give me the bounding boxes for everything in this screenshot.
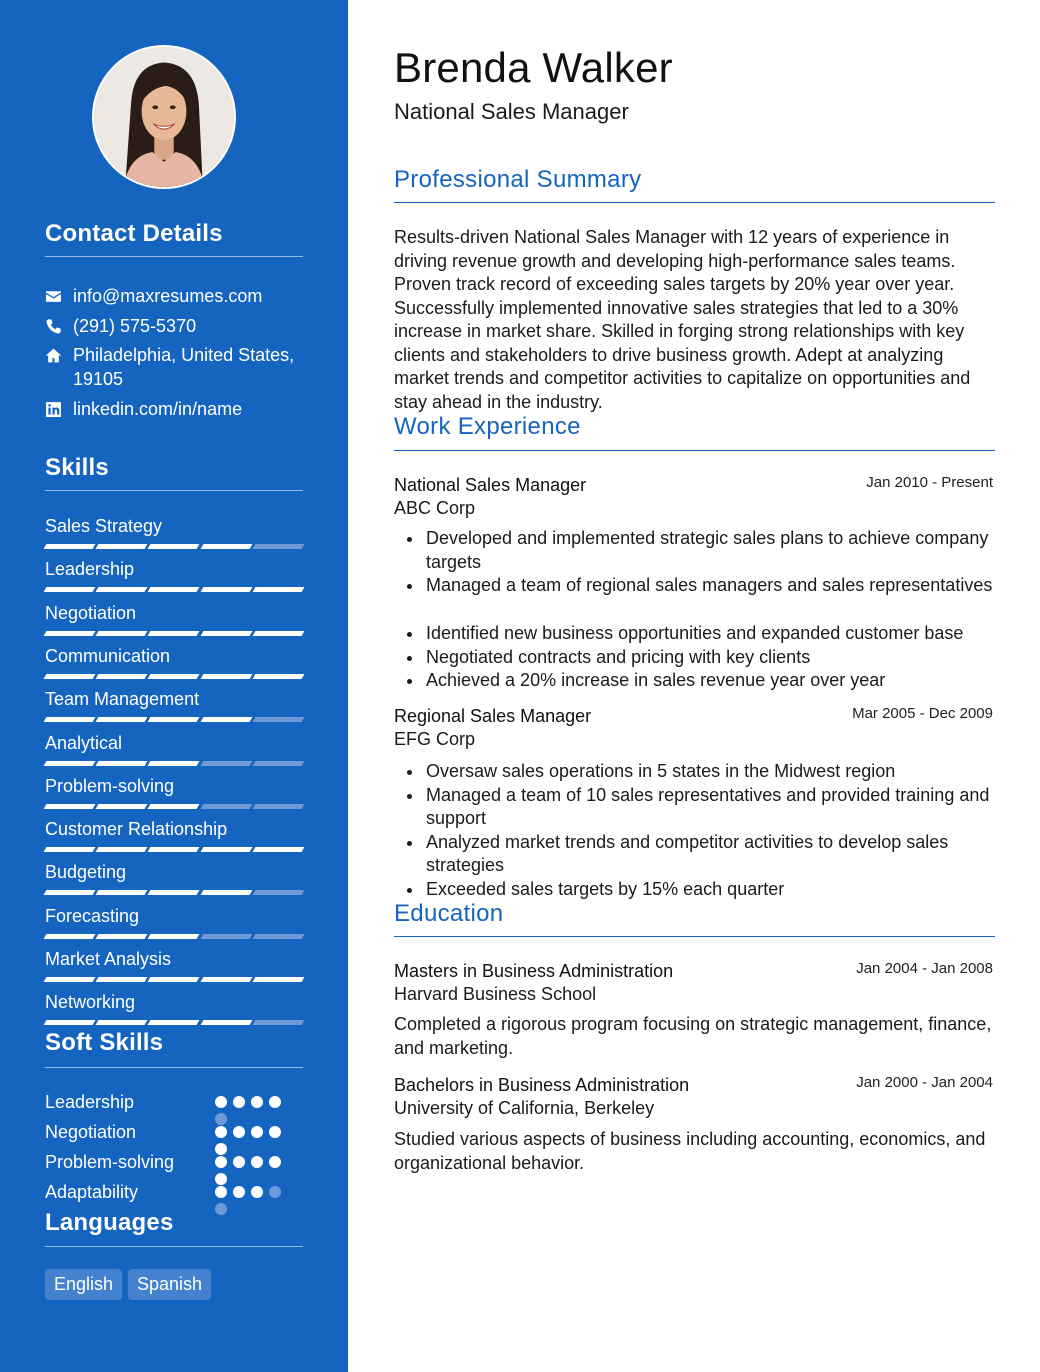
skill-level-bar [45, 1020, 303, 1026]
skill-level-segment [96, 1020, 148, 1025]
skill-level-segment [200, 761, 252, 766]
skill-level-segment [200, 977, 252, 982]
skill-level-segment [44, 847, 96, 852]
list-item: Negotiated contracts and pricing with key clients [426, 646, 998, 670]
contact-address [45, 343, 303, 391]
contact-divider [45, 256, 303, 257]
skill-level-segment [252, 717, 304, 722]
envelope-icon [45, 284, 73, 308]
skill-level-bar [45, 890, 303, 896]
phone-text: (291) 575-5370 [73, 316, 197, 336]
list-item: Exceeded sales targets by 15% each quarter [426, 878, 998, 902]
skill-level-segment [44, 587, 96, 592]
rating-dot [251, 1096, 263, 1108]
edu-degree-1: Masters in Business Administration [394, 961, 674, 981]
skill-level-segment [96, 977, 148, 982]
edu-school-1: Harvard Business School [394, 984, 597, 1004]
avatar [92, 45, 236, 189]
rating-dot [215, 1156, 227, 1168]
edu-degree-2: Bachelors in Business Administration [394, 1075, 690, 1095]
skill-level-segment [252, 804, 304, 809]
soft-skill-rating [215, 1096, 305, 1108]
skill-level-bar [45, 631, 303, 637]
candidate-title: National Sales Manager [394, 99, 629, 124]
skill-label: Networking [45, 992, 136, 1013]
languages-divider [45, 1246, 303, 1247]
linkedin-text: linkedin.com/in/name [73, 399, 243, 419]
skill-level-segment [96, 847, 148, 852]
skill-label: Analytical [45, 732, 123, 753]
skill-level-segment [148, 1020, 200, 1025]
rating-dot [215, 1173, 227, 1185]
rating-dot [251, 1186, 263, 1198]
sidebar [0, 0, 348, 1372]
skill-label: Leadership [45, 559, 135, 580]
skill-level-bar [45, 717, 303, 723]
skill-level-segment [148, 890, 200, 895]
skill-level-segment [96, 890, 148, 895]
summary-heading: Professional Summary [394, 166, 642, 193]
skill-level-bar [45, 587, 303, 593]
skill-level-segment [252, 890, 304, 895]
skill-label: Communication [45, 645, 171, 666]
skill-level-segment [252, 674, 304, 679]
job-dates-1: Jan 2010 - Present [866, 474, 993, 491]
languages-heading: Languages [45, 1209, 174, 1236]
list-item: Achieved a 20% increase in sales revenue year over year [426, 669, 998, 693]
skill-level-segment [44, 804, 96, 809]
soft-skills-divider [45, 1067, 303, 1068]
skill-level-segment [148, 674, 200, 679]
rating-dot [251, 1126, 263, 1138]
rating-dot [269, 1126, 281, 1138]
skill-level-segment [96, 544, 148, 549]
skill-level-segment [148, 717, 200, 722]
job-company-1: ABC Corp [394, 498, 476, 518]
address-line-1: Philadelphia, United States, [73, 345, 295, 365]
list-item: Oversaw sales operations in 5 states in the Midwest region [426, 760, 998, 784]
skill-level-segment [44, 890, 96, 895]
rating-dot [215, 1096, 227, 1108]
skill-level-segment [200, 674, 252, 679]
rating-dot [215, 1113, 227, 1125]
skill-level-segment [148, 631, 200, 636]
skill-level-segment [44, 977, 96, 982]
skills-heading: Skills [45, 454, 109, 481]
list-item: Analyzed market trends and competitor activities to develop sales strategies [426, 831, 998, 878]
summary-divider [394, 202, 995, 203]
rating-dot [233, 1126, 245, 1138]
skill-level-segment [252, 544, 304, 549]
skill-level-segment [44, 674, 96, 679]
list-item: Developed and implemented strategic sales plans to achieve company targets [426, 527, 998, 574]
linkedin-icon [45, 397, 73, 421]
skill-level-segment [96, 804, 148, 809]
rating-dot [215, 1186, 227, 1198]
language-chip-english: English [45, 1269, 122, 1300]
education-heading: Education [394, 900, 504, 927]
skill-level-segment [200, 804, 252, 809]
education-divider [394, 936, 995, 937]
email-text: info@maxresumes.com [73, 286, 263, 306]
skill-level-bar [45, 761, 303, 767]
skill-label: Budgeting [45, 862, 127, 883]
skill-level-segment [96, 717, 148, 722]
skill-level-bar [45, 544, 303, 550]
soft-skill-label: Problem-solving [45, 1152, 175, 1172]
experience-divider [394, 450, 995, 451]
rating-dot [251, 1156, 263, 1168]
skill-label: Customer Relationship [45, 819, 228, 840]
skill-level-segment [200, 1020, 252, 1025]
skills-divider [45, 490, 303, 491]
list-item: Identified new business opportunities and expanded customer base [426, 622, 998, 646]
rating-dot [269, 1186, 281, 1198]
job-bullets-1b [426, 622, 998, 693]
home-icon [45, 343, 73, 367]
soft-skill-rating [215, 1156, 305, 1168]
skill-level-segment [200, 631, 252, 636]
skill-level-segment [200, 717, 252, 722]
skill-level-segment [44, 544, 96, 549]
edu-dates-2: Jan 2000 - Jan 2004 [856, 1074, 993, 1091]
soft-skill-rating [215, 1186, 305, 1198]
skill-level-segment [200, 544, 252, 549]
skill-level-segment [200, 934, 252, 939]
rating-dot [233, 1186, 245, 1198]
skill-level-segment [148, 804, 200, 809]
job-title-2: Regional Sales Manager [394, 706, 592, 726]
skill-level-bar [45, 674, 303, 680]
rating-dot [215, 1126, 227, 1138]
rating-dot [269, 1096, 281, 1108]
rating-dot [215, 1143, 227, 1155]
language-chip-spanish: Spanish [128, 1269, 211, 1300]
list-item: Managed a team of 10 sales representatives and provided training and support [426, 784, 998, 831]
skill-level-segment [96, 587, 148, 592]
skill-level-segment [148, 587, 200, 592]
skill-level-segment [96, 674, 148, 679]
skill-level-segment [96, 631, 148, 636]
list-item: Managed a team of regional sales managers and sales representatives [426, 574, 998, 598]
skill-label: Team Management [45, 689, 200, 710]
soft-skill-label: Adaptability [45, 1182, 139, 1202]
summary-text: Results-driven National Sales Manager with 12 years of experience in driving revenue growth and developing high-performance sales teams. Proven track record of exceeding sales targets by 20% year over year. Successfully implemented innovative sales strategies that led to a 30% increase in market share. Skilled in forging strong relationships with key clients and stakeholders to drive business growth. Adept at analyzing market trends and competitor activities to capitalize on opportunities and stay ahead in the industry. [394, 227, 971, 412]
skill-label: Problem-solving [45, 775, 175, 796]
job-company-2: EFG Corp [394, 729, 476, 749]
skill-level-segment [148, 847, 200, 852]
edu-school-2: University of California, Berkeley [394, 1098, 655, 1118]
experience-heading: Work Experience [394, 413, 581, 440]
contact-linkedin[interactable] [45, 397, 303, 421]
phone-icon [45, 314, 73, 338]
skill-level-segment [200, 587, 252, 592]
skill-level-segment [252, 1020, 304, 1025]
skill-label: Forecasting [45, 905, 140, 926]
job-bullets-1a [426, 527, 998, 598]
address-line-2: 19105 [73, 369, 124, 389]
skill-level-segment [96, 761, 148, 766]
skill-level-segment [96, 934, 148, 939]
skill-level-segment [252, 761, 304, 766]
skill-level-segment [200, 847, 252, 852]
rating-dot [269, 1156, 281, 1168]
skill-level-segment [148, 761, 200, 766]
skill-label: Market Analysis [45, 949, 172, 969]
rating-dot [215, 1203, 227, 1215]
skill-level-segment [252, 934, 304, 939]
skill-level-segment [44, 717, 96, 722]
skill-level-bar [45, 934, 303, 940]
skill-level-bar [45, 804, 303, 810]
contact-phone[interactable] [45, 314, 303, 338]
edu-description-1: Completed a rigorous program focusing on strategic management, finance, and marketing. [394, 1014, 992, 1058]
soft-skills-heading: Soft Skills [45, 1029, 164, 1056]
skill-level-segment [200, 890, 252, 895]
job-dates-2: Mar 2005 - Dec 2009 [852, 705, 993, 722]
skill-label: Negotiation [45, 602, 137, 623]
skill-level-bar [45, 847, 303, 853]
rating-dot [233, 1156, 245, 1168]
edu-dates-1: Jan 2004 - Jan 2008 [856, 960, 993, 977]
candidate-name: Brenda Walker [394, 44, 673, 91]
skill-level-segment [44, 934, 96, 939]
rating-dot [233, 1096, 245, 1108]
skill-level-segment [252, 587, 304, 592]
skill-level-segment [252, 631, 304, 636]
contact-heading: Contact Details [45, 220, 223, 247]
contact-email[interactable] [45, 284, 303, 308]
profile-photo [94, 47, 234, 187]
soft-skill-label: Negotiation [45, 1122, 137, 1142]
skill-level-segment [252, 977, 304, 982]
soft-skill-label: Leadership [45, 1092, 135, 1112]
job-bullets-2 [426, 760, 998, 901]
job-title-1: National Sales Manager [394, 475, 587, 495]
soft-skill-rating [215, 1126, 305, 1138]
skill-level-segment [148, 544, 200, 549]
skill-level-segment [148, 977, 200, 982]
skill-level-segment [44, 631, 96, 636]
skill-label: Sales Strategy [45, 516, 163, 536]
skill-level-segment [252, 847, 304, 852]
skill-level-segment [148, 934, 200, 939]
edu-description-2: Studied various aspects of business including accounting, economics, and organizational behavior. [394, 1129, 986, 1173]
skill-level-bar [45, 977, 303, 983]
skill-level-segment [44, 761, 96, 766]
skill-level-segment [44, 1020, 96, 1025]
